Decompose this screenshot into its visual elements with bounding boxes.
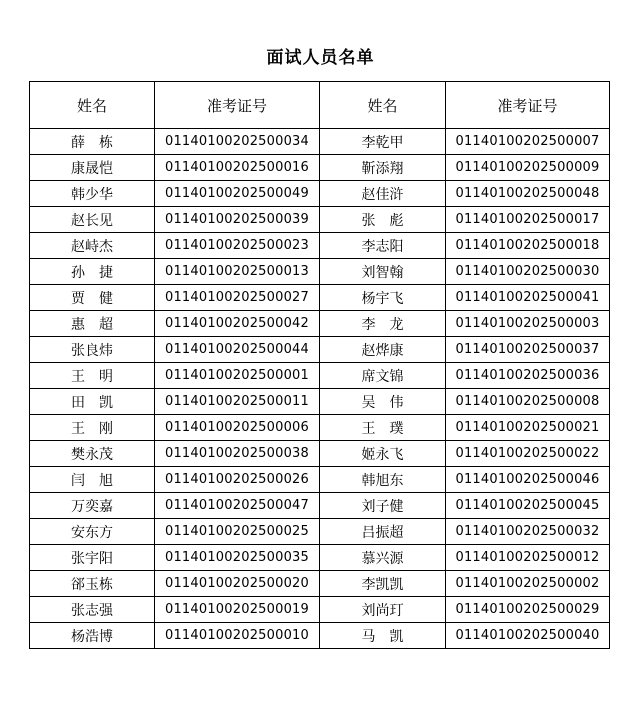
exam-id-cell: 01140100202500030 bbox=[446, 259, 610, 285]
exam-id-cell: 01140100202500022 bbox=[446, 441, 610, 467]
candidate-name-cell: 李志阳 bbox=[320, 233, 446, 259]
candidate-name-cell: 赵峙杰 bbox=[30, 233, 155, 259]
exam-id-cell: 01140100202500048 bbox=[446, 181, 610, 207]
candidate-name-cell: 刘子健 bbox=[320, 493, 446, 519]
table-row bbox=[30, 259, 610, 285]
candidate-name-cell: 张志强 bbox=[30, 597, 155, 623]
exam-id-cell: 01140100202500020 bbox=[155, 571, 320, 597]
exam-id-cell: 01140100202500045 bbox=[446, 493, 610, 519]
candidate-name-cell: 田 凯 bbox=[30, 389, 155, 415]
candidate-name-cell: 赵佳浒 bbox=[320, 181, 446, 207]
candidate-name-cell: 康晟恺 bbox=[30, 155, 155, 181]
candidate-name-cell: 韩少华 bbox=[30, 181, 155, 207]
exam-id-cell: 01140100202500040 bbox=[446, 623, 610, 649]
exam-id-cell: 01140100202500006 bbox=[155, 415, 320, 441]
candidate-name-cell: 张宇阳 bbox=[30, 545, 155, 571]
exam-id-cell: 01140100202500007 bbox=[446, 129, 610, 155]
table-row bbox=[30, 415, 610, 441]
table-row bbox=[30, 467, 610, 493]
table-row bbox=[30, 233, 610, 259]
column-header-exam-id: 准考证号 bbox=[446, 82, 610, 129]
candidate-name-cell: 刘智翰 bbox=[320, 259, 446, 285]
column-header-exam-id: 准考证号 bbox=[155, 82, 320, 129]
table-row bbox=[30, 571, 610, 597]
candidate-name-cell: 韩旭东 bbox=[320, 467, 446, 493]
table-row bbox=[30, 285, 610, 311]
candidate-name-cell: 李乾甲 bbox=[320, 129, 446, 155]
candidate-name-cell: 吴 伟 bbox=[320, 389, 446, 415]
column-header-name: 姓名 bbox=[30, 82, 155, 129]
candidate-name-cell: 王 刚 bbox=[30, 415, 155, 441]
candidate-name-cell: 薛 栋 bbox=[30, 129, 155, 155]
exam-id-cell: 01140100202500042 bbox=[155, 311, 320, 337]
exam-id-cell: 01140100202500016 bbox=[155, 155, 320, 181]
exam-id-cell: 01140100202500039 bbox=[155, 207, 320, 233]
candidate-name-cell: 张 彪 bbox=[320, 207, 446, 233]
exam-id-cell: 01140100202500038 bbox=[155, 441, 320, 467]
candidate-name-cell: 杨浩博 bbox=[30, 623, 155, 649]
exam-id-cell: 01140100202500034 bbox=[155, 129, 320, 155]
candidate-name-cell: 王 明 bbox=[30, 363, 155, 389]
exam-id-cell: 01140100202500047 bbox=[155, 493, 320, 519]
candidate-name-cell: 姬永飞 bbox=[320, 441, 446, 467]
exam-id-cell: 01140100202500035 bbox=[155, 545, 320, 571]
exam-id-cell: 01140100202500002 bbox=[446, 571, 610, 597]
exam-id-cell: 01140100202500017 bbox=[446, 207, 610, 233]
table-row bbox=[30, 519, 610, 545]
candidate-name-cell: 刘尚玎 bbox=[320, 597, 446, 623]
candidate-name-cell: 孙 捷 bbox=[30, 259, 155, 285]
candidate-name-cell: 李凯凯 bbox=[320, 571, 446, 597]
page-title: 面试人员名单 bbox=[266, 48, 375, 68]
candidate-name-cell: 靳添翔 bbox=[320, 155, 446, 181]
exam-id-cell: 01140100202500046 bbox=[446, 467, 610, 493]
exam-id-cell: 01140100202500013 bbox=[155, 259, 320, 285]
candidate-name-cell: 贾 健 bbox=[30, 285, 155, 311]
exam-id-cell: 01140100202500011 bbox=[155, 389, 320, 415]
candidate-name-cell: 樊永茂 bbox=[30, 441, 155, 467]
table-row bbox=[30, 363, 610, 389]
table-row bbox=[30, 389, 610, 415]
exam-id-cell: 01140100202500008 bbox=[446, 389, 610, 415]
table-row bbox=[30, 597, 610, 623]
candidate-name-cell: 吕振超 bbox=[320, 519, 446, 545]
exam-id-cell: 01140100202500037 bbox=[446, 337, 610, 363]
exam-id-cell: 01140100202500032 bbox=[446, 519, 610, 545]
candidate-name-cell: 郤玉栋 bbox=[30, 571, 155, 597]
exam-id-cell: 01140100202500049 bbox=[155, 181, 320, 207]
exam-id-cell: 01140100202500019 bbox=[155, 597, 320, 623]
candidate-name-cell: 李 龙 bbox=[320, 311, 446, 337]
candidate-name-cell: 安东方 bbox=[30, 519, 155, 545]
exam-id-cell: 01140100202500027 bbox=[155, 285, 320, 311]
table-row bbox=[30, 181, 610, 207]
exam-id-cell: 01140100202500018 bbox=[446, 233, 610, 259]
candidate-name-cell: 张良炜 bbox=[30, 337, 155, 363]
candidate-name-cell: 马 凯 bbox=[320, 623, 446, 649]
table-row bbox=[30, 129, 610, 155]
candidate-name-cell: 闫 旭 bbox=[30, 467, 155, 493]
exam-id-cell: 01140100202500012 bbox=[446, 545, 610, 571]
exam-id-cell: 01140100202500025 bbox=[155, 519, 320, 545]
table-row bbox=[30, 155, 610, 181]
exam-id-cell: 01140100202500010 bbox=[155, 623, 320, 649]
candidate-name-cell: 王 璞 bbox=[320, 415, 446, 441]
candidate-name-cell: 席文锦 bbox=[320, 363, 446, 389]
exam-id-cell: 01140100202500041 bbox=[446, 285, 610, 311]
column-header-name: 姓名 bbox=[320, 82, 446, 129]
table-row bbox=[30, 441, 610, 467]
candidate-name-cell: 杨宇飞 bbox=[320, 285, 446, 311]
exam-id-cell: 01140100202500021 bbox=[446, 415, 610, 441]
candidate-name-cell: 万奕嘉 bbox=[30, 493, 155, 519]
candidate-name-cell: 惠 超 bbox=[30, 311, 155, 337]
table-row bbox=[30, 623, 610, 649]
table-body bbox=[30, 129, 610, 649]
table-row bbox=[30, 337, 610, 363]
table-row bbox=[30, 493, 610, 519]
candidate-name-cell: 慕兴源 bbox=[320, 545, 446, 571]
table-header-row bbox=[30, 82, 610, 129]
table-row bbox=[30, 207, 610, 233]
exam-id-cell: 01140100202500009 bbox=[446, 155, 610, 181]
exam-id-cell: 01140100202500023 bbox=[155, 233, 320, 259]
exam-id-cell: 01140100202500001 bbox=[155, 363, 320, 389]
table-row bbox=[30, 545, 610, 571]
interview-roster-table bbox=[29, 81, 610, 649]
exam-id-cell: 01140100202500003 bbox=[446, 311, 610, 337]
exam-id-cell: 01140100202500026 bbox=[155, 467, 320, 493]
candidate-name-cell: 赵烨康 bbox=[320, 337, 446, 363]
candidate-name-cell: 赵长见 bbox=[30, 207, 155, 233]
exam-id-cell: 01140100202500029 bbox=[446, 597, 610, 623]
exam-id-cell: 01140100202500044 bbox=[155, 337, 320, 363]
exam-id-cell: 01140100202500036 bbox=[446, 363, 610, 389]
table-row bbox=[30, 311, 610, 337]
